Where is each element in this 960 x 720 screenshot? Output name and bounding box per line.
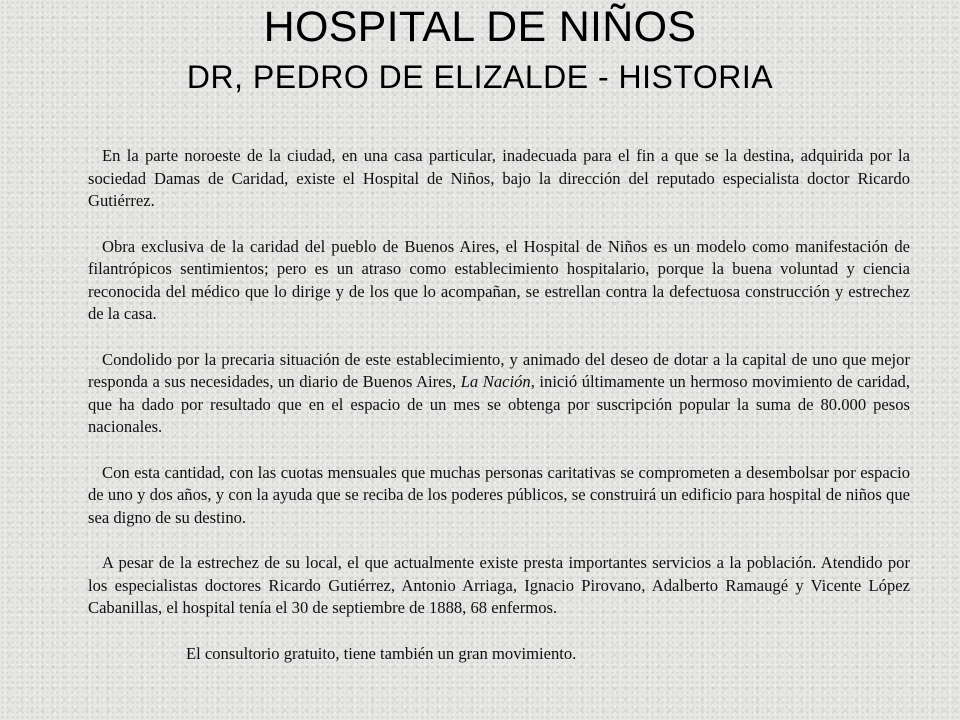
paragraph-3-start: Condolido por la precaria situación de este establecimiento, y animado del deseo de dotar a la capital de uno que mejor responda a sus necesidades, un diario de Buenos Aires, xyxy=(88,349,910,391)
page-title: HOSPITAL DE NIÑOS xyxy=(263,3,697,51)
page-subtitle: DR, PEDRO DE ELIZALDE - HISTORIA xyxy=(186,59,774,95)
paragraph-4: Con esta cantidad, con las cuotas mensuales que muchas personas caritativas se comprometen a desembolsar por espacio de uno y dos años, y con la ayuda que se reciba de los poderes públicos, se construirá un edificio para hospital de niños que sea digno de su destino. xyxy=(88,462,910,527)
paragraph-3 xyxy=(88,349,910,439)
paragraph-6: El consultorio gratuito, tiene también un gran movimiento. xyxy=(186,643,577,663)
paragraph-2: Obra exclusiva de la caridad del pueblo de Buenos Aires, el Hospital de Niños es un modelo como manifestación de filantrópicos sentimientos; pero es un atraso como establecimiento hospitalario, porque la buena voluntad y ciencia reconocida del médico que lo dirige y de los que lo acompañan, se estrellan contra la defectuosa construcción y estrechez de la casa. xyxy=(88,236,910,323)
paragraph-5: A pesar de la estrechez de su local, el que actualmente existe presta importantes servicios a la población. Atendido por los especialistas doctores Ricardo Gutiérrez, Antonio Arriaga, Ignacio Pirovano, Adalberto Ramaugé y Vicente López Cabanillas, el hospital tenía el 30 de septiembre de 1888, 68 enfermos. xyxy=(88,553,910,617)
paragraph-3-end: , inició últimamente un hermoso movimiento de caridad, que ha dado por resultado que en el espacio de un mes se obtenga por suscripción popular la suma de 80.000 pesos nacionales. xyxy=(88,372,910,436)
newspaper-name: La Nación xyxy=(460,372,531,391)
paragraph-1: En la parte noroeste de la ciudad, en una casa particular, inadecuada para el fin a que se la destina, adquirida por la sociedad Damas de Caridad, existe el Hospital de Niños, bajo la dirección del reputado especialista doctor Ricardo Gutiérrez. xyxy=(88,146,910,210)
history-text xyxy=(88,145,910,688)
